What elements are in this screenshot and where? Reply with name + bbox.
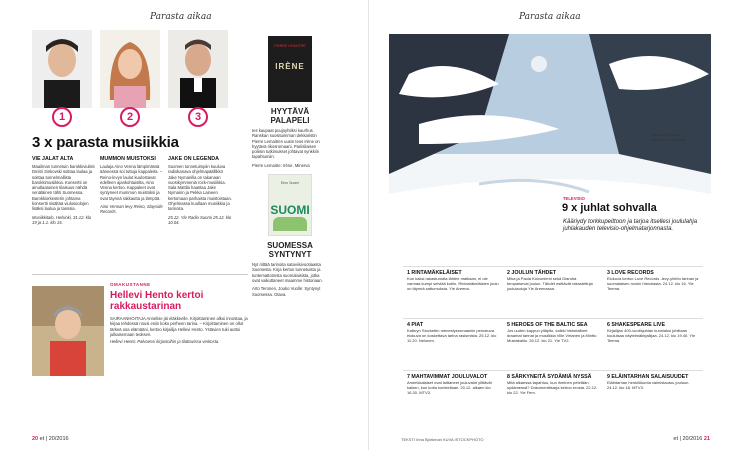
program-text: Kirjailijan 400-vuotisjuhlan kunniaksi juhlitaan kuuluisaa näytelmäkirjailijaa. 24.12. klo 19.40. Yle Teema. xyxy=(607,328,696,343)
photo-hellevi xyxy=(32,286,104,376)
folio-right xyxy=(673,436,710,442)
section-tag: TELEVISIO xyxy=(563,196,585,201)
section-divider xyxy=(32,274,248,275)
program-text: Kun kaksi rakastunutta lähtee matkaan, ei ole varmaa kumpi selviää kotiin. Rintamäkeläisten joulu on täynnä sattumuksia. Yle Areena. xyxy=(407,276,499,291)
program-text: Kathryn Stockettin menestysromaaniin perustuva elokuva on koskettava tarina rasismista. 25.12. klo 11.20. Nelonen. xyxy=(407,328,497,343)
sidebar-text: Ies kaupaat puujoyhtiksi kaurhus. Ranskan suosituimman dekkaristin Pierre Lemaitren uusin teos Irène on hyytävä rikosromaani. Pariisilaisen poliisin tutkimukset johtavat synkkiin tapahtumiin. xyxy=(252,128,320,160)
program-title: 7 MAHTAVIMMAT JOULUVALOT xyxy=(407,374,488,380)
portrait-jake xyxy=(168,30,228,108)
number-badge-3: 3 xyxy=(188,107,208,127)
program-title: 9 ELÄINTARHAN SALAISUUDET xyxy=(607,374,689,380)
tv-program-grid xyxy=(403,266,703,422)
photo-credit: TEKSTI Irina Björkman KUVA ISTOCKPHOTO xyxy=(401,437,484,442)
column-note: Musiikkitalo, Helsinki, 31.12. klo 19 ja 1.1. klo 15. xyxy=(32,214,92,225)
sidebar-heading-2: SUOMESSA SYNTYNYT xyxy=(267,241,313,260)
book-title: SUOMI xyxy=(270,203,310,218)
music-column-3 xyxy=(168,156,232,225)
program-title: 4 PIAT xyxy=(407,322,424,328)
program-title: 6 SHAKESPEARE LIVE xyxy=(607,322,665,328)
book-cover-irene xyxy=(268,36,312,102)
column-note: 25.12. Yle Radio Suomi 25.12. klo 10.04. xyxy=(168,214,232,225)
page-number: 20 xyxy=(32,436,39,442)
music-headline: 3 x parasta musiikkia xyxy=(32,134,179,151)
program-title: 2 JOULUN TÄHDET xyxy=(507,270,557,276)
program-text: Eläintarhan henkilökunta valmistautuu jouluun. 24.12. klo 18. MTV3. xyxy=(607,380,690,390)
book-sidebar xyxy=(252,36,328,297)
program-text: Amerikkalaiset ovat laittaneet jouluvalot ylittävät kaiken, kun kotia koristellaan. 20.12. alkaen klo 16.30. MTV3. xyxy=(407,380,492,395)
program-title: 1 RINTAMÄKELÄISET xyxy=(407,270,462,276)
program-item xyxy=(503,370,603,422)
column-title: VIE JALAT ALTA xyxy=(32,156,74,162)
book-title: IRÈNE xyxy=(275,62,305,71)
feature-headline: 9 x juhlat sohvalla xyxy=(562,202,657,214)
sidebar-text-2: Nyt riittää tarinoita sataviisivuotiaasta Suomesta. Kirja kertoo tunnetuista ja tuntemattomista suomalaisista, jotka ovat vaikuttaneet maamme historiaan. xyxy=(252,262,323,283)
sidebar-credit-2: Arto Teronen, Jouko Vuolle: Syntynyt Suomessa. Otava. xyxy=(252,286,321,297)
program-item xyxy=(603,266,703,318)
running-head-right: Parasta aikaa xyxy=(519,12,581,22)
story-text xyxy=(110,316,250,344)
book-author: Eero Suomi xyxy=(280,181,300,186)
page-number: 21 xyxy=(703,436,710,442)
story-tag: OMAKUSTANNE xyxy=(110,282,151,287)
program-item xyxy=(503,318,603,370)
sidebar-heading: HYYTÄVÄ PALAPELI xyxy=(270,107,310,125)
photo-caption: Joulunpyhät ovat televisio kulta-aikaa. xyxy=(652,133,687,142)
feature-subhead: Kääriydy torkkupeittoon ja tarjoa itsellesi joululahja juhlakauden televisio-ohjelmatarjonnasta. xyxy=(563,219,698,232)
program-item xyxy=(403,266,503,318)
portrait-aino xyxy=(100,30,160,108)
cover-decoration xyxy=(273,217,307,231)
program-text: Elokuva kertoo Love Records -levy-yhtiön tarinan ja suomalaisen rockin historiasta. 24.12. klo 16. Yle Teema. xyxy=(607,276,699,291)
running-head-left: Parasta aikaa xyxy=(150,12,212,22)
program-text: Mitä alkaessa tapahtuu, kun ihminen petetään sydämessä? Dokumenttisarja kertoo erosta. 22.12. klo 22. Yle Fem. xyxy=(507,380,598,395)
program-item xyxy=(603,370,703,422)
story-body: SAIRAANHOITAJA Annelise jäi eläkkeelle. Kirjoittaminen alkoi innostaa, ja kirjaa tehdessä nousi esiin koko perheen tarina. – Kirjoittaminen on ollut tärkeä osa elämääni, kertoo kirjailija Hellevi Hento. Ystävien tuki auttoi julkaisemaan teoksen. xyxy=(110,316,248,337)
program-title: 3 LOVE RECORDS xyxy=(607,270,654,276)
book-author: PIERRE LEMAITRE xyxy=(274,44,306,48)
story-headline: Hellevi Hento kertoi rakkaustarinan xyxy=(110,290,204,312)
column-text: Laulaja Aino Venna lämpimässä ääneessä soi tuttuja kappaleita. – Reino-levyn laulut kuulostavat edelleen ajankohtaisilta, Aino Venna kertoo. Kappaleet ovat syntyneet mummon muistoksi ja ovat täynnä rakkautta ja lämpöä. xyxy=(100,164,163,201)
number-badge-2: 2 xyxy=(120,107,140,127)
column-note: Aino Vennan levy Reino, Slayside Records. xyxy=(100,204,163,215)
program-item xyxy=(403,318,503,370)
right-page xyxy=(369,0,738,450)
column-text: Suomen tunnetuimpiin kuuluva radiokanava ohjelmapäällikkö Jake Nymanilla on takanaan vuosikymmeniä rock-musiikkia. Sala Mattila haastaa Jake Nymanin ja Pekka Laineen kertomaan parhaista muistoistaan. Ohjelmassa kuullaan musiikkia ja tarinoita. xyxy=(168,164,233,212)
book-cover-suomi xyxy=(268,174,312,236)
music-column-2 xyxy=(100,156,164,215)
column-title: JAKE ON LEGENDA xyxy=(168,156,219,162)
program-title: 5 HEROES OF THE BALTIC SEA xyxy=(507,322,588,328)
issue-label: et | 20/2016 xyxy=(39,436,69,442)
issue-label: et | 20/2016 xyxy=(673,436,703,442)
number-badge-1: 1 xyxy=(52,107,72,127)
column-text: Maailman tunnetuin barokkiviulisti Dmitri Sinkovski soittaa laulaa ja soittaa tunnelmallista barokkimusiikkia. Konsertti on ainutlaatuinen tilaisuus nähdä venäläinen tähti Suomessa. Barokkiorkesterin johtama konsertti sisältää viulusoolojen lisäksi laulua ja tanssia. xyxy=(32,164,95,212)
program-item xyxy=(603,318,703,370)
program-item xyxy=(403,370,503,422)
folio-left xyxy=(32,436,69,442)
program-item xyxy=(503,266,603,318)
portrait-dmitri xyxy=(32,30,92,108)
program-text: Jos uuden kappun ylläpito, kaikki historialliset draamat tarinat ja musiikkia Ville Virtanen ja Minttu Mustakallio. 26.12. klo 21. Yle TV2. xyxy=(507,328,597,343)
program-title: 8 SÄRKYNEITÄ SYDÄMIÄ NYSSÄ xyxy=(507,374,592,380)
column-title: MUMMON MUISTOKSI xyxy=(100,156,156,162)
story-note: Hellevi Hento: Palvoessi kirjastoihin ja tilattavissa verkosta. xyxy=(110,339,220,345)
music-column-1 xyxy=(32,156,96,225)
program-text: Mika ja Paula Koivuniemi sekä Diandra tempaisevat joulun. Tähdet esittävät rakastettuja joululauluja Yle Areenassa. xyxy=(507,276,593,291)
sidebar-credit: Pierre Lemaitre: Irène. Minerva xyxy=(252,162,310,168)
